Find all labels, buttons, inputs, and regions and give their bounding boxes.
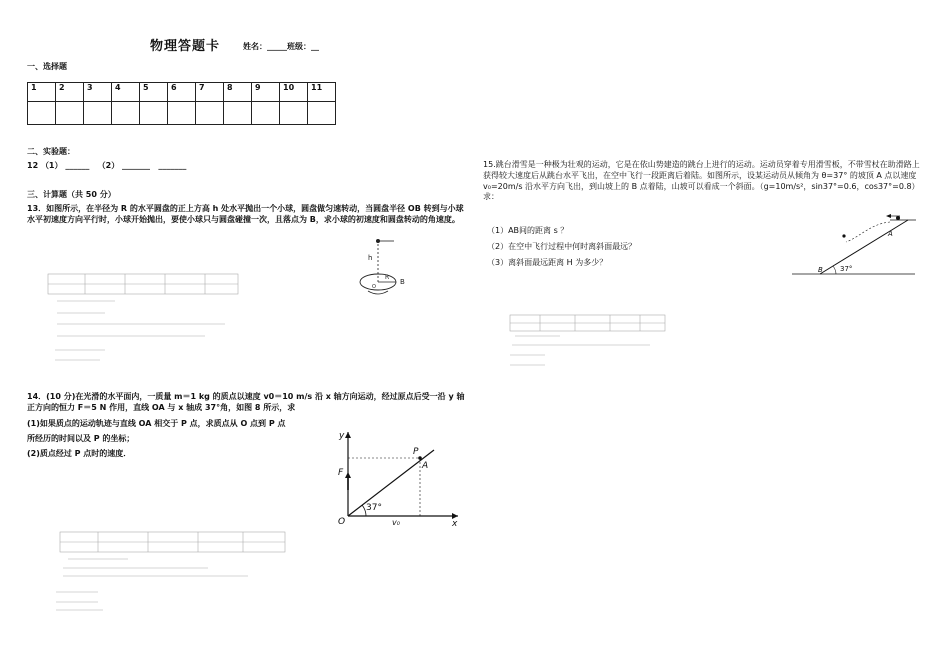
table-cell: 1 <box>28 83 56 102</box>
answer-cell[interactable] <box>56 102 84 125</box>
q13-text: 13．如图所示，在半径为 R 的水平圆盘的正上方高 h 处水平抛出一个小球，圆盘做匀速转动，当圆盘半径 OB 转到与小球水平初速度方向平行时，小球开始抛出，要使小球只与圆盘碰撞一次，且落点为 B，求小球的初速度和圆盘转动的角速度。 <box>27 204 464 224</box>
q14-label-x: x <box>452 519 458 526</box>
q14-label-o: O <box>338 517 346 526</box>
q12-part2-blank[interactable]: _______ <box>122 161 151 170</box>
student-info <box>243 42 319 53</box>
q15-part3: （3）离斜面最远距离 H 为多少？ <box>487 258 608 267</box>
answer-cell[interactable] <box>28 102 56 125</box>
q15-label-b: B <box>818 266 823 274</box>
q14-label-p: P <box>413 447 419 457</box>
q14-part2: (2)质点经过 P 点时的速度． <box>27 449 132 458</box>
q13-label-o: O <box>372 284 376 290</box>
q14-part1-cont: 所经历的时间以及 P 的坐标； <box>27 434 135 443</box>
q12-number: 12 <box>27 161 39 170</box>
answer-cell[interactable] <box>168 102 196 125</box>
q14-text: 14．(10 分)在光滑的水平面内，一质量 m＝1 kg 的质点以速度 v0＝10 m/s 沿 x 轴方向运动，经过原点后受一沿 y 轴正方向的恒力 F＝5 N 作用，直线 OA 与 x 轴成 37°角，如图 8 所示，求 <box>27 392 465 412</box>
table-cell: 7 <box>196 83 224 102</box>
q12-line <box>27 161 186 172</box>
q15-part1: （1）AB间的距离 s ？ <box>487 226 569 235</box>
q14-solution-image <box>48 528 293 613</box>
q12-part3-blank[interactable]: _______ <box>158 161 187 170</box>
q15-part2: （2）在空中飞行过程中何时离斜面最远？ <box>487 242 637 251</box>
q12-part1-blank[interactable]: ______ <box>65 161 90 170</box>
answer-cell[interactable] <box>84 102 112 125</box>
q14-label-angle: 37° <box>366 503 382 513</box>
section1-heading: 一、选择题 <box>27 62 67 71</box>
q14-part1: (1)如果质点的运动轨迹与直线 OA 相交于 P 点，求质点从 O 点到 P 点 <box>27 419 286 428</box>
answer-cell[interactable] <box>308 102 336 125</box>
table-cell: 9 <box>252 83 280 102</box>
class-label: 班级： <box>287 42 311 51</box>
name-blank[interactable]: _____ <box>267 42 287 51</box>
q13-label-b: B <box>400 278 405 286</box>
table-row <box>28 83 336 102</box>
q13-label-r: R <box>385 274 390 281</box>
q14-label-f: F <box>338 468 344 478</box>
q15-label-a: A <box>888 230 893 238</box>
table-cell: 11 <box>308 83 336 102</box>
choice-answer-table <box>27 82 336 125</box>
table-row <box>28 102 336 125</box>
table-cell: 5 <box>140 83 168 102</box>
q12-part2-label: （2） <box>97 161 120 170</box>
q14-label-a: A <box>422 461 429 471</box>
q13-solution-image <box>45 270 255 365</box>
name-label: 姓名： <box>243 42 267 51</box>
table-cell: 4 <box>112 83 140 102</box>
answer-cell[interactable] <box>112 102 140 125</box>
table-cell: 3 <box>84 83 112 102</box>
table-cell: 2 <box>56 83 84 102</box>
q15-solution-image <box>500 312 675 377</box>
table-cell: 8 <box>224 83 252 102</box>
q15-text: 15.跳台滑雪是一种极为壮观的运动，它是在依山势建造的跳台上进行的运动。运动员穿着专用滑雪板，不带雪杖在助滑路上获得较大速度后从跳台水平飞出，在空中飞行一段距离后着陆。如图所示，设某运动员从倾角为 θ=37° 的坡顶 A 点以速度 v₀=20m/s 沿水平方向飞出，到山坡上的 B 点着陆，山坡可以看成一个斜面。（g=10m/s²，sin37°=0.6，cos37°=0.8）求： <box>483 160 920 202</box>
q15-slope-figure <box>790 212 920 282</box>
answer-cell[interactable] <box>224 102 252 125</box>
q14-label-v0: v₀ <box>392 518 400 526</box>
table-cell: 10 <box>280 83 308 102</box>
answer-cell[interactable] <box>280 102 308 125</box>
table-cell: 6 <box>168 83 196 102</box>
section3-heading: 三、计算题（共 50 分） <box>27 190 116 199</box>
answer-cell[interactable] <box>196 102 224 125</box>
q13-label-h: h <box>368 254 373 262</box>
q14-axes-figure <box>336 428 464 526</box>
page-title: 物理答题卡 <box>150 39 221 54</box>
answer-cell[interactable] <box>252 102 280 125</box>
q15-label-angle: 37° <box>840 265 853 273</box>
class-blank[interactable]: __ <box>311 42 319 51</box>
answer-cell[interactable] <box>140 102 168 125</box>
q14-label-y: y <box>339 431 345 441</box>
q13-disk-figure <box>350 238 420 303</box>
section2-heading: 二、实验题： <box>27 147 75 156</box>
q12-part1-label: （1） <box>40 161 63 170</box>
